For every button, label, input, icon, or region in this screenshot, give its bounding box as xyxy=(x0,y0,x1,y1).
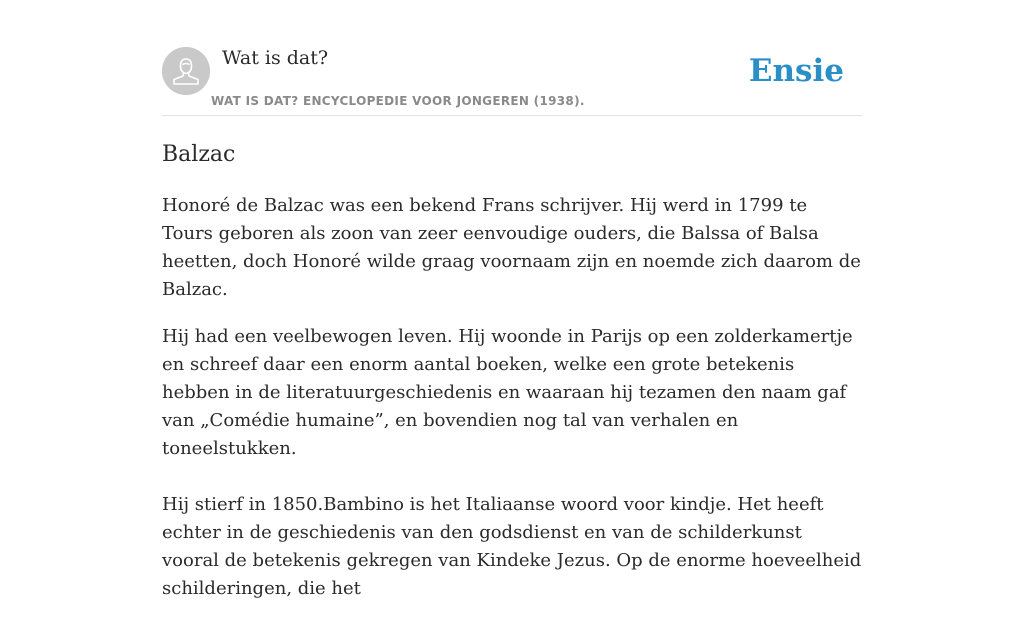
article-title: Balzac xyxy=(162,142,236,167)
ensie-logo[interactable]: Ensie xyxy=(748,53,844,89)
source-avatar[interactable] xyxy=(162,47,210,95)
article-paragraph: Honoré de Balzac was een bekend Frans schrijver. Hij werd in 1799 te Tours geboren als zoon van zeer eenvoudige ouders, die Balssa of Balsa heetten, doch Honoré wilde graag voornaam zijn en noemde zich daarom de Balzac. xyxy=(162,195,861,300)
article-body xyxy=(162,192,862,622)
source-title[interactable]: Wat is dat? xyxy=(222,47,329,69)
article-paragraph: Hij stierf in 1850.Bambino is het Italiaanse woord voor kindje. Het heeft echter in de geschiedenis van den godsdienst en van de schilderkunst vooral de betekenis gekregen van Kindeke Jezus. Op de enorme hoeveelheid schilderingen, die het xyxy=(162,494,862,599)
article-paragraph: Hij had een veelbewogen leven. Hij woonde in Parijs op een zolderkamertje en schreef daar een enorm aantal boeken, welke een grote betekenis hebben in de literatuurgeschiedenis en waaraan hij tezamen den naam gaf van „Comédie humaine”, en bovendien nog tal van verhalen en toneelstukken. xyxy=(162,326,853,459)
source-header xyxy=(162,46,862,116)
source-subtitle[interactable]: WAT IS DAT? ENCYCLOPEDIE VOOR JONGEREN (1938). xyxy=(211,94,585,108)
user-icon xyxy=(162,47,210,95)
